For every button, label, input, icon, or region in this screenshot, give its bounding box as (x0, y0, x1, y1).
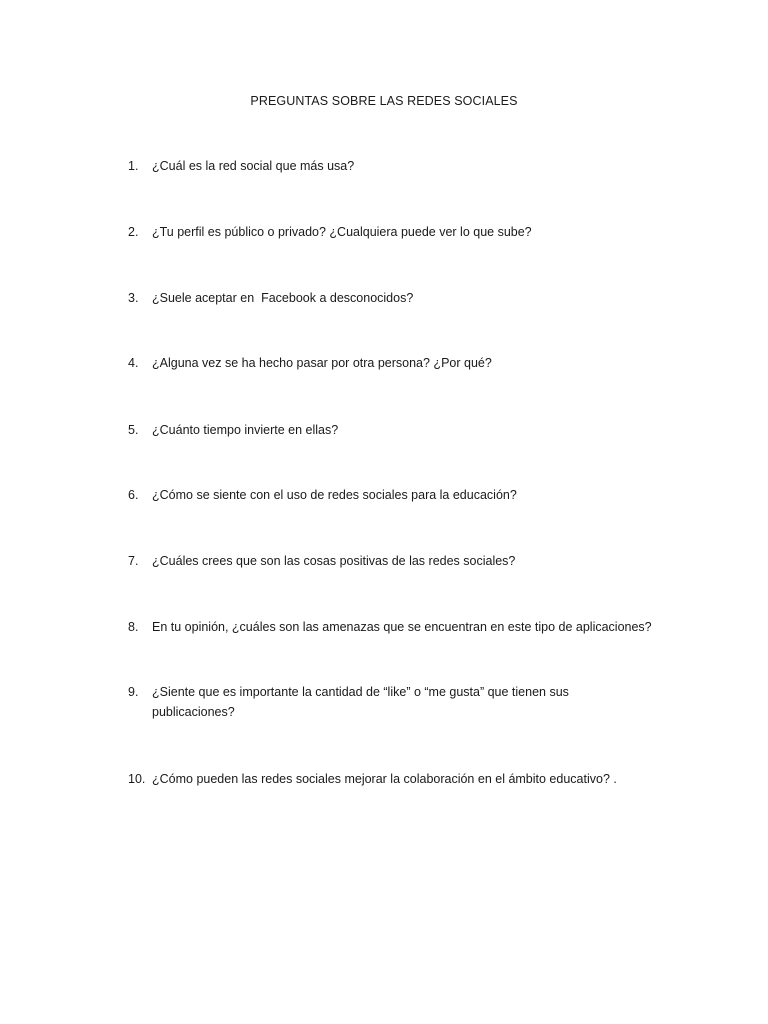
question-number: 3. (128, 291, 139, 305)
question-item (128, 353, 668, 373)
document-title: PREGUNTAS SOBRE LAS REDES SOCIALES (250, 94, 518, 108)
question-text: ¿Siente que es importante la cantidad de “like” o “me gusta” que tienen sus publicaciones? (152, 685, 569, 719)
question-number: 2. (128, 225, 139, 239)
question-text: ¿Cómo se siente con el uso de redes sociales para la educación? (152, 488, 517, 502)
question-item (128, 156, 668, 176)
question-text: ¿Alguna vez se ha hecho pasar por otra persona? ¿Por qué? (152, 356, 492, 370)
question-number: 4. (128, 356, 139, 370)
question-text: ¿Tu perfil es público o privado? ¿Cualquiera puede ver lo que sube? (152, 225, 532, 239)
question-number: 8. (128, 620, 139, 634)
question-item (128, 682, 588, 722)
question-number: 7. (128, 554, 139, 568)
question-item (128, 288, 668, 308)
question-number: 1. (128, 159, 139, 173)
question-text: ¿Cómo pueden las redes sociales mejorar la colaboración en el ámbito educativo? . (152, 772, 617, 786)
question-number: 5. (128, 423, 139, 437)
question-text: En tu opinión, ¿cuáles son las amenazas que se encuentran en este tipo de aplicaciones? (152, 620, 652, 634)
question-number: 6. (128, 488, 139, 502)
question-item (128, 222, 668, 242)
question-item (128, 617, 668, 637)
question-item (128, 485, 668, 505)
question-text: ¿Suele aceptar en Facebook a desconocidos? (152, 291, 414, 305)
question-item (128, 769, 668, 789)
question-text: ¿Cuánto tiempo invierte en ellas? (152, 423, 339, 437)
question-item (128, 551, 668, 571)
question-text: ¿Cuáles crees que son las cosas positivas de las redes sociales? (152, 554, 516, 568)
question-text: ¿Cuál es la red social que más usa? (152, 159, 355, 173)
question-item (128, 420, 668, 440)
question-number: 9. (128, 685, 139, 699)
question-number: 10. (128, 772, 146, 786)
